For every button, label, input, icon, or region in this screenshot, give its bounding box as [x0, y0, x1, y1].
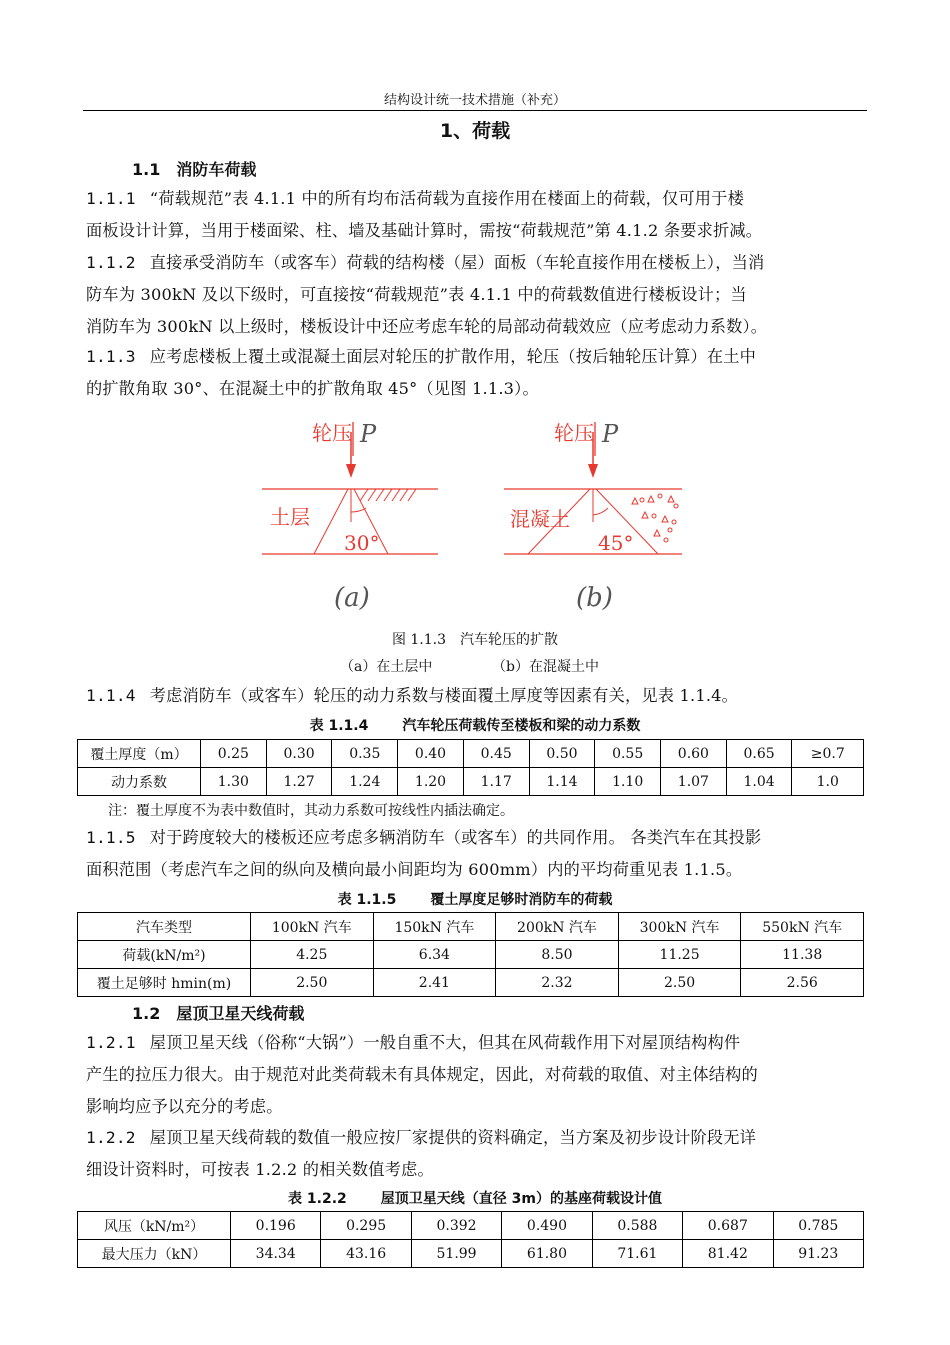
table-1-1-5: [77, 912, 864, 997]
table-cell: 100kN 汽车: [251, 913, 374, 941]
figure-caption: 图 1.1.3 汽车轮压的扩散: [391, 632, 559, 648]
table-cell: 550kN 汽车: [741, 913, 864, 941]
table-cell: 200kN 汽车: [496, 913, 619, 941]
table-cell: 0.25: [201, 740, 267, 768]
clause-number: 1.1.4: [86, 686, 136, 705]
table-1-2-2-caption: 表 1.2.2 屋顶卫星天线（直径 3m）的基座荷载设计值: [288, 1191, 662, 1207]
table-cell: 11.25: [618, 941, 741, 969]
table-cell: 4.25: [251, 941, 374, 969]
table-cell: 0.50: [529, 740, 595, 768]
table-row: [78, 768, 864, 796]
table-cell: ≥0.7: [792, 740, 864, 768]
paragraph-line: “荷载规范”表 4.1.1 中的所有均布活荷载为直接作用在楼面上的荷载，仅可用于楼: [149, 189, 744, 208]
figure-a-material-label: 土层: [270, 505, 310, 529]
paragraph-line: 考虑消防车（或客车）轮压的动力系数与楼面覆土厚度等因素有关，见表 1.1.4。: [149, 686, 739, 705]
table-cell: 51.99: [411, 1240, 501, 1268]
figure-a-angle-label: 30°: [344, 531, 380, 555]
table-row: [78, 941, 864, 969]
section-1-1-heading: 1.1 消防车荷载: [132, 160, 257, 179]
paragraph-line: 面积范围（考虑汽车之间的纵向及横向最小间距均为 600mm）内的平均荷重见表 1.1.5。: [86, 860, 743, 879]
figure-a-load-label: 轮压: [312, 421, 352, 445]
clause-number: 1.1.2: [86, 253, 136, 272]
row-header-cell: 最大压力（kN）: [78, 1240, 231, 1268]
paragraph-line: 对于跨度较大的楼板还应考虑多辆消防车（或客车）的共同作用。 各类汽车在其投影: [149, 828, 762, 847]
figure-a-soil: [262, 420, 438, 613]
row-header-cell: 覆土厚度（m）: [78, 740, 201, 768]
table-cell: 6.34: [373, 941, 496, 969]
table-cell: 1.24: [332, 768, 398, 796]
paragraph-line: 直接承受消防车（或客车）荷载的结构楼（屋）面板（车轮直接作用在楼板上），当消: [149, 253, 765, 272]
paragraph-line: 防车为 300kN 及以下级时，可直接按“荷载规范”表 4.1.1 中的荷载数值进行楼板设计；当: [86, 285, 747, 304]
table-cell: 81.42: [683, 1240, 773, 1268]
paragraph-line: 面板设计计算，当用于楼面梁、柱、墙及基础计算时，需按“荷载规范”第 4.1.2 条要求折减。: [86, 221, 763, 240]
paragraph-line: 屋顶卫星天线（俗称“大锅”）一般自重不大，但其在风荷载作用下对屋顶结构构件: [149, 1033, 741, 1052]
figure-b-angle-label: 45°: [598, 531, 634, 555]
row-header-cell: 覆土足够时 hmin(m): [78, 969, 251, 997]
table-cell: 8.50: [496, 941, 619, 969]
table-cell: 0.65: [726, 740, 792, 768]
table-cell: 1.04: [726, 768, 792, 796]
table-cell: 71.61: [592, 1240, 682, 1268]
figure-b-material-label: 混凝土: [510, 507, 570, 531]
table-cell: 1.07: [661, 768, 727, 796]
figure-b-load-label: 轮压: [554, 421, 594, 445]
load-arrow-icon: [346, 464, 356, 478]
paragraph-1-2-2: [86, 1122, 866, 1186]
row-header-cell: 风压（kN/m²）: [78, 1212, 231, 1240]
table-cell: 2.56: [741, 969, 864, 997]
figure-b-concrete: [504, 420, 682, 613]
table-row: [78, 913, 864, 941]
row-header-cell: 汽车类型: [78, 913, 251, 941]
header-rule: [83, 110, 867, 111]
table-cell: 2.32: [496, 969, 619, 997]
paragraph-1-1-2: [86, 247, 866, 343]
clause-number: 1.2.2: [86, 1128, 136, 1147]
table-cell: 61.80: [502, 1240, 592, 1268]
paragraph-line: 细设计资料时，可按表 1.2.2 的相关数值考虑。: [86, 1160, 434, 1179]
figure-subcaption-b: （b）在混凝土中: [492, 659, 599, 675]
table-row: [78, 1240, 864, 1268]
table-cell: 0.295: [321, 1212, 411, 1240]
table-cell: 0.55: [595, 740, 661, 768]
table-cell: 1.30: [201, 768, 267, 796]
table-1-2-2: [77, 1211, 864, 1268]
table-cell: 0.490: [502, 1212, 592, 1240]
row-header-cell: 动力系数: [78, 768, 201, 796]
paragraph-line: 的扩散角取 30°、在混凝土中的扩散角取 45°（见图 1.1.3）。: [86, 379, 539, 398]
table-1-1-4-note: 注：覆土厚度不为表中数值时，其动力系数可按线性内插法确定。: [108, 803, 514, 819]
paragraph-line: 产生的拉压力很大。由于规范对此类荷载未有具体规定，因此，对荷载的取值、对主体结构的: [86, 1065, 758, 1084]
row-header-cell: 荷载(kN/m²): [78, 941, 251, 969]
figure-b-tag: (b): [576, 583, 613, 613]
table-1-1-5-caption: 表 1.1.5 覆土厚度足够时消防车的荷载: [337, 892, 613, 908]
wheel-pressure-diffusion-figure: [250, 412, 710, 622]
table-cell: 0.60: [661, 740, 727, 768]
figure-a-tag: (a): [334, 583, 370, 613]
clause-number: 1.1.1: [86, 189, 136, 208]
paragraph-line: 应考虑楼板上覆土或混凝土面层对轮压的扩散作用，轮压（按后轴轮压计算）在土中: [149, 347, 757, 366]
table-cell: 0.196: [231, 1212, 321, 1240]
table-cell: 0.785: [773, 1212, 863, 1240]
paragraph-1-1-3: [86, 341, 866, 405]
table-1-1-4-caption: 表 1.1.4 汽车轮压荷载传至楼板和梁的动力系数: [309, 718, 641, 734]
table-row: [78, 1212, 864, 1240]
table-cell: 0.588: [592, 1212, 682, 1240]
table-cell: 0.40: [398, 740, 464, 768]
table-cell: 300kN 汽车: [618, 913, 741, 941]
table-cell: 1.0: [792, 768, 864, 796]
section-1-2-heading: 1.2 屋顶卫星天线荷载: [132, 1004, 305, 1023]
table-cell: 2.50: [251, 969, 374, 997]
load-arrow-icon: [588, 464, 598, 478]
table-cell: 43.16: [321, 1240, 411, 1268]
table-cell: 1.17: [463, 768, 529, 796]
table-cell: 0.392: [411, 1212, 501, 1240]
table-cell: 0.45: [463, 740, 529, 768]
chapter-title: 1、荷载: [439, 120, 511, 142]
table-cell: 2.41: [373, 969, 496, 997]
clause-number: 1.2.1: [86, 1033, 136, 1052]
paragraph-line: 消防车为 300kN 以上级时，楼板设计中还应考虑车轮的局部动荷载效应（应考虑动力系数）。: [86, 317, 768, 336]
figure-a-load-symbol: P: [360, 420, 377, 448]
table-cell: 1.20: [398, 768, 464, 796]
clause-number: 1.1.5: [86, 828, 136, 847]
paragraph-1-1-1: [86, 183, 866, 247]
table-row: [78, 969, 864, 997]
table-cell: 1.14: [529, 768, 595, 796]
table-cell: 0.687: [683, 1212, 773, 1240]
paragraph-1-1-4: [86, 680, 866, 712]
paragraph-line: 影响均应予以充分的考虑。: [86, 1097, 283, 1116]
table-row: [78, 740, 864, 768]
table-cell: 34.34: [231, 1240, 321, 1268]
table-cell: 11.38: [741, 941, 864, 969]
table-cell: 1.27: [266, 768, 332, 796]
paragraph-line: 屋顶卫星天线荷载的数值一般应按厂家提供的资料确定，当方案及初步设计阶段无详: [149, 1128, 757, 1147]
figure-subcaption-a: （a）在土层中: [340, 659, 433, 675]
table-cell: 91.23: [773, 1240, 863, 1268]
figure-b-load-symbol: P: [602, 420, 619, 448]
paragraph-1-1-5: [86, 822, 866, 886]
table-cell: 0.35: [332, 740, 398, 768]
table-cell: 150kN 汽车: [373, 913, 496, 941]
aggregate-pattern: [632, 494, 678, 542]
table-1-1-4: [77, 739, 864, 796]
table-cell: 1.10: [595, 768, 661, 796]
clause-number: 1.1.3: [86, 347, 136, 366]
paragraph-1-2-1: [86, 1027, 866, 1123]
table-cell: 2.50: [618, 969, 741, 997]
table-cell: 0.30: [266, 740, 332, 768]
running-header: 结构设计统一技术措施（补充）: [383, 93, 566, 108]
